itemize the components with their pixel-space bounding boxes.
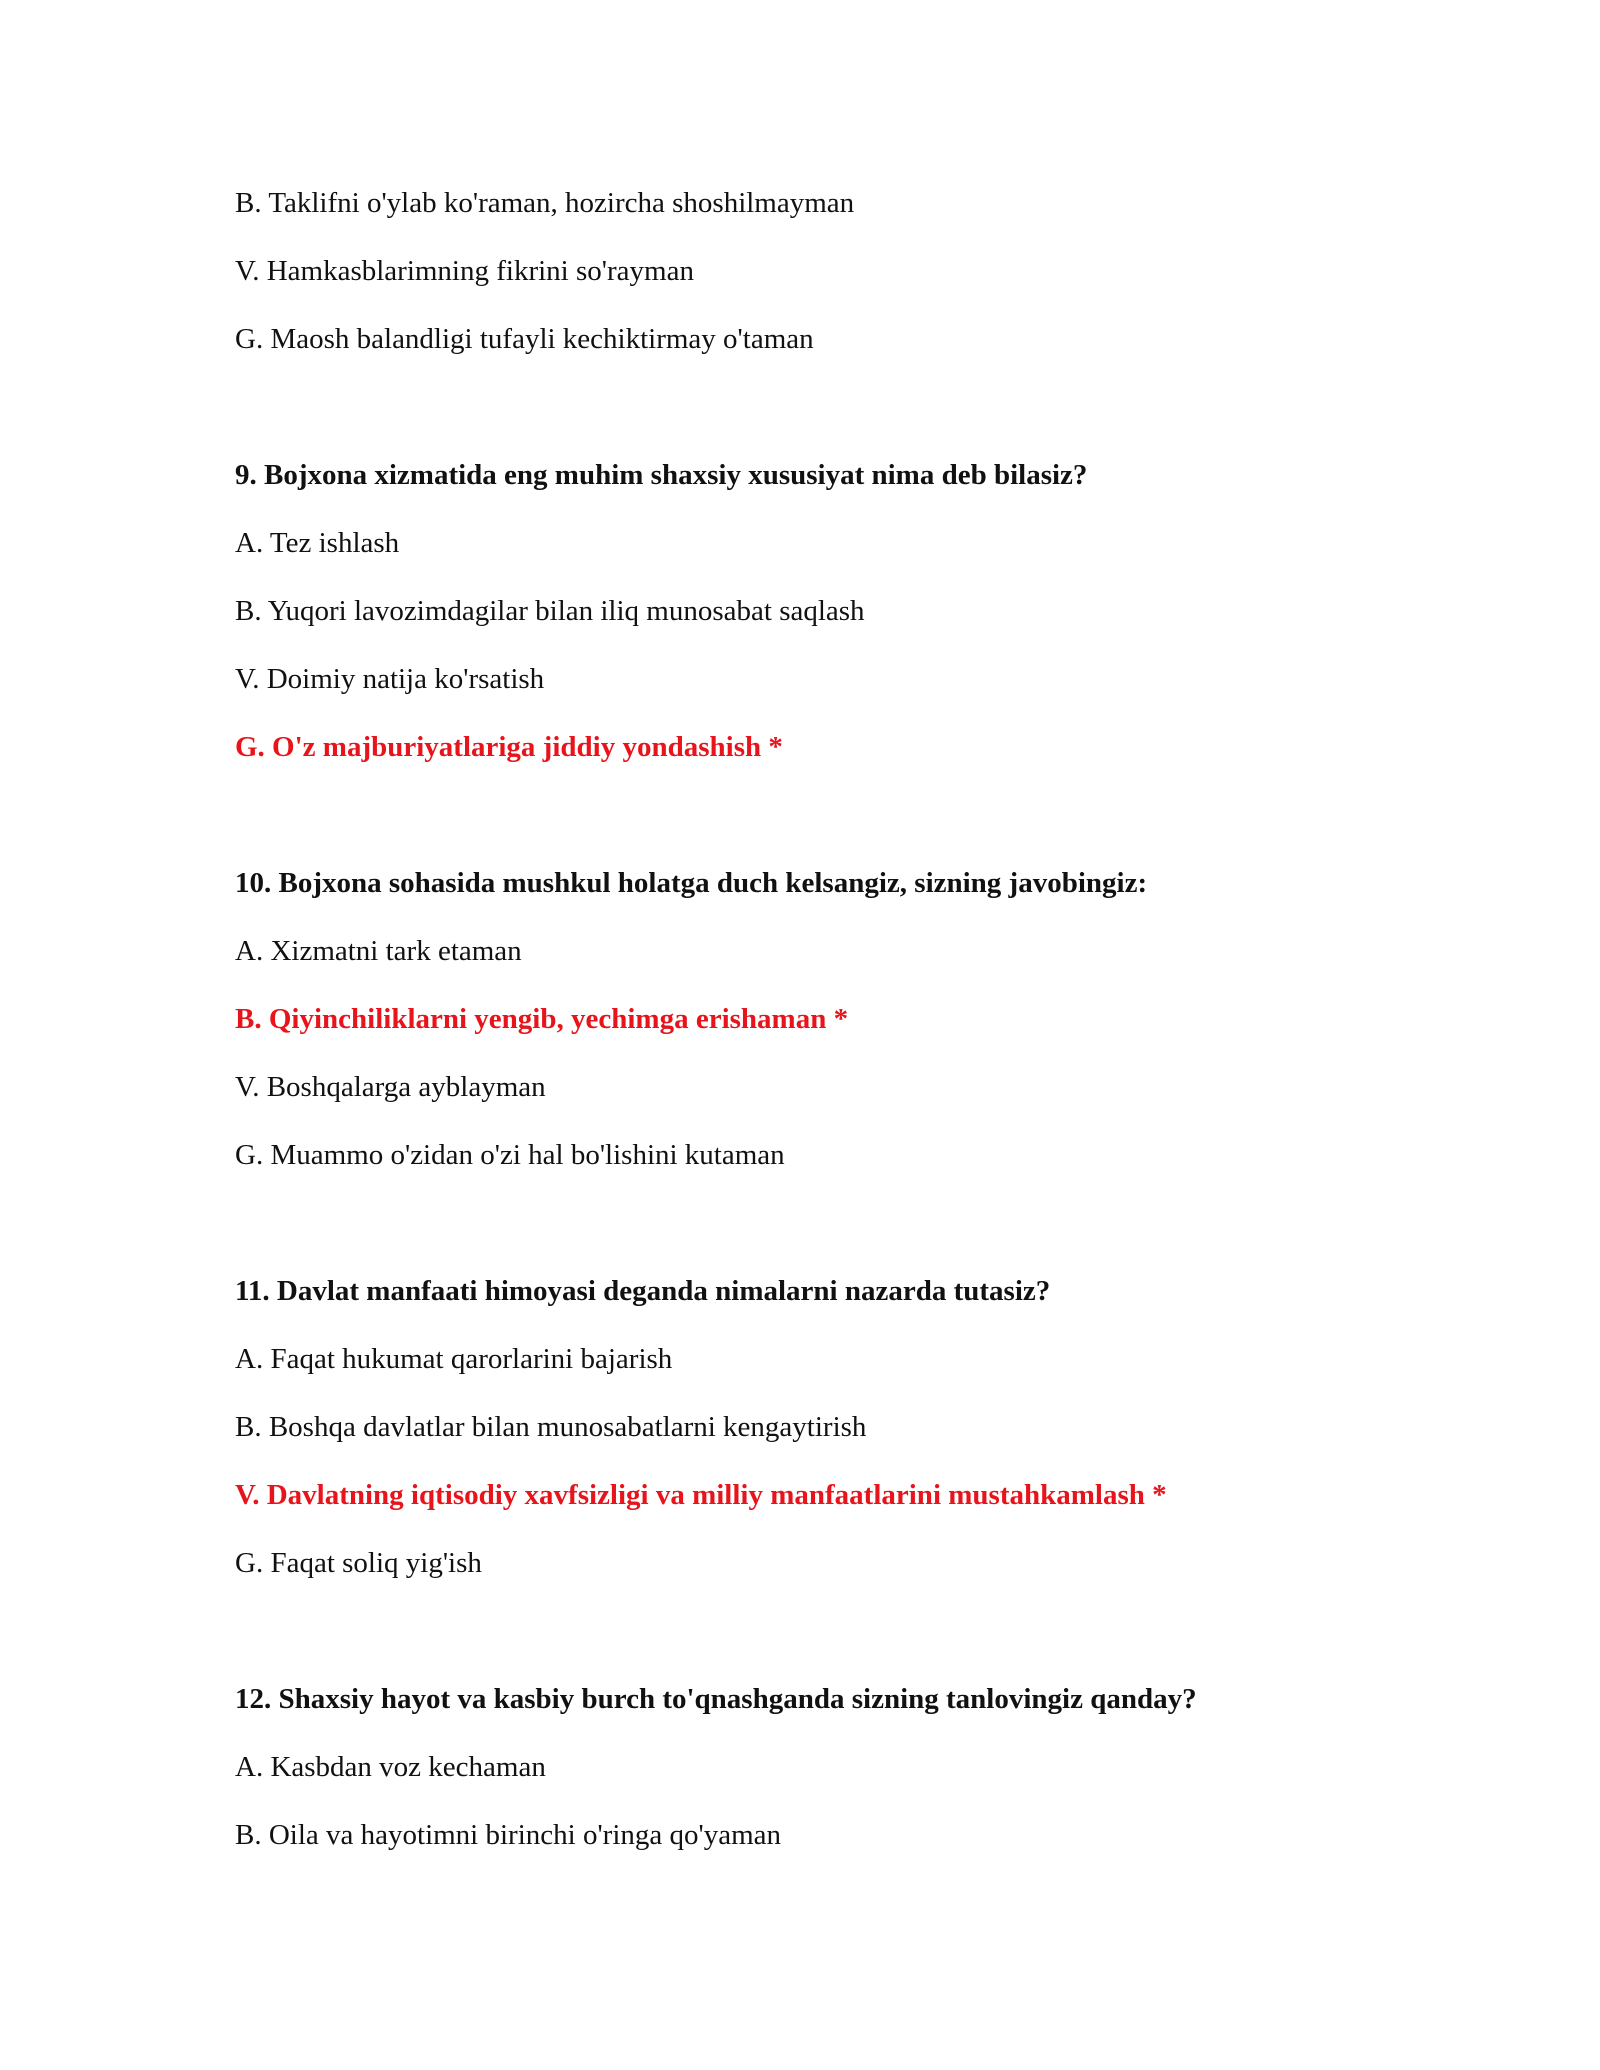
answer-option: B. Oila va hayotimni birinchi o'ringa qo'yaman [235,1819,782,1851]
question-block-12 [235,1681,1435,1853]
answer-option: G. Faqat soliq yig'ish [235,1547,482,1579]
quiz-content [235,185,1435,1885]
answer-option: V. Doimiy natija ko'rsatish [235,663,545,695]
answer-option: V. Boshqalarga ayblayman [235,1071,546,1103]
question-block-8-continued [235,185,1435,357]
block-spacer [235,389,1435,457]
question-block-11 [235,1273,1435,1581]
question-text: 12. Shaxsiy hayot va kasbiy burch to'qnashganda sizning tanlovingiz qanday? [235,1683,1197,1715]
answer-option: A. Faqat hukumat qarorlarini bajarish [235,1343,673,1375]
answer-option: A. Xizmatni tark etaman [235,935,522,967]
block-spacer [235,1613,1435,1681]
question-block-10 [235,865,1435,1173]
block-spacer [235,797,1435,865]
answer-option: B. Yuqori lavozimdagilar bilan iliq munosabat saqlash [235,595,865,627]
block-spacer [235,1205,1435,1273]
answer-option: A. Tez ishlash [235,527,400,559]
correct-answer-option: V. Davlatning iqtisodiy xavfsizligi va milliy manfaatlarini mustahkamlash * [235,1479,1167,1511]
correct-answer-option: B. Qiyinchiliklarni yengib, yechimga erishaman * [235,1003,849,1035]
answer-option: A. Kasbdan voz kechaman [235,1751,546,1783]
question-text: 11. Davlat manfaati himoyasi deganda nimalarni nazarda tutasiz? [235,1275,1051,1307]
answer-option: B. Boshqa davlatlar bilan munosabatlarni kengaytirish [235,1411,867,1443]
answer-option: G. Maosh balandligi tufayli kechiktirmay o'taman [235,323,814,355]
answer-option: B. Taklifni o'ylab ko'raman, hozircha shoshilmayman [235,187,855,219]
answer-option: G. Muammo o'zidan o'zi hal bo'lishini kutaman [235,1139,785,1171]
answer-option: V. Hamkasblarimning fikrini so'rayman [235,255,694,287]
correct-answer-option: G. O'z majburiyatlariga jiddiy yondashish * [235,731,783,763]
question-text: 10. Bojxona sohasida mushkul holatga duch kelsangiz, sizning javobingiz: [235,867,1148,899]
question-text: 9. Bojxona xizmatida eng muhim shaxsiy xususiyat nima deb bilasiz? [235,459,1088,491]
question-block-9 [235,457,1435,765]
